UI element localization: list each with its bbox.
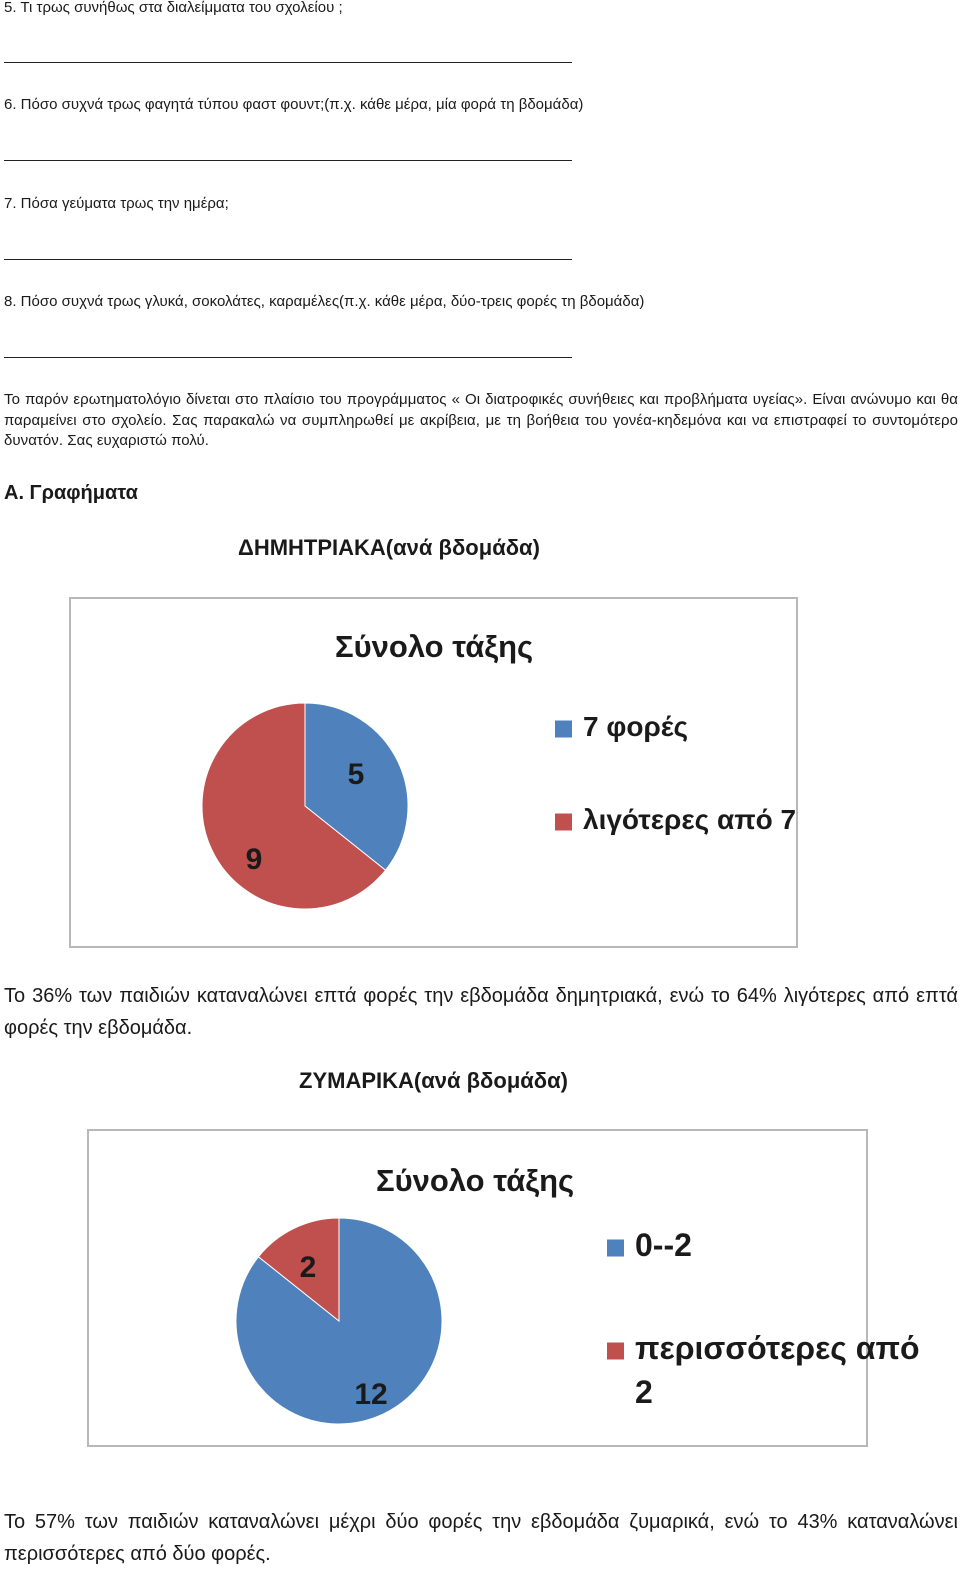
pie-data-label: 2: [299, 1250, 317, 1284]
chart-heading-pasta: ΖΥΜΑΡΙΚΑ(ανά βδομάδα): [299, 1068, 568, 1093]
legend-swatch: [555, 814, 572, 831]
answer-line-6[interactable]: [4, 160, 572, 161]
legend-label: 0--2: [635, 1227, 692, 1264]
chart-summary-cereals: Το 36% των παιδιών καταναλώνει επτά φορές την εβδομάδα δημητριακά, ενώ το 64% λιγότερες από επτά φορές την εβδομάδα.: [4, 985, 958, 1039]
question-6: 6. Πόσο συχνά τρως φαγητά τύπου φαστ φουντ;(π.χ. κάθε μέρα, μία φορά τη βδομάδα): [4, 96, 584, 113]
legend-label: περισσότερες από 2: [635, 1330, 920, 1411]
question-8: 8. Πόσο συχνά τρως γλυκά, σοκολάτες, καραμέλες(π.χ. κάθε μέρα, δύο-τρεις φορές τη βδομάδα): [4, 293, 645, 310]
question-7: 7. Πόσα γεύματα τρως την ημέρα;: [4, 195, 229, 212]
answer-line-8[interactable]: [4, 357, 572, 358]
chart-title: Σύνολο τάξης: [376, 1163, 575, 1199]
chart-pasta: [87, 1129, 920, 1447]
chart-pasta-svg: [89, 1131, 920, 1449]
legend-swatch: [607, 1343, 624, 1360]
legend-label: 7 φορές: [583, 711, 688, 743]
chart-cereals: [69, 597, 798, 948]
intro-paragraph: Το παρόν ερωτηματολόγιο δίνεται στο πλαίσιο του προγράμματος « Οι διατροφικές συνήθειες και προβλήματα υγείας». Είναι ανώνυμο και θα παραμείνει στο σχολείο. Σας παρακαλώ να συμπληρωθεί με ακρίβεια, με τη βοήθεια του γονέα-κηδεμόνα και να επιστραφεί το συντομότερο δυνατόν. Σας ευχαριστώ πολύ.: [4, 391, 958, 449]
pie-data-label: 9: [245, 842, 263, 876]
chart-heading-cereals: ΔΗΜΗΤΡΙΑΚΑ(ανά βδομάδα): [238, 535, 540, 560]
section-title: Α. Γραφήματα: [4, 482, 138, 504]
question-5: 5. Τι τρως συνήθως στα διαλείμματα του σχολείου ;: [4, 0, 343, 16]
pie-data-label: 5: [347, 757, 365, 791]
chart-summary-pasta: Το 57% των παιδιών καταναλώνει μέχρι δύο φορές την εβδομάδα ζυμαρικά, ενώ το 43% καταναλώνει περισσότερες από δύο φορές.: [4, 1511, 958, 1565]
pie-data-label: 12: [354, 1377, 388, 1411]
legend-swatch: [607, 1240, 624, 1257]
legend-swatch: [555, 721, 572, 738]
answer-line-5[interactable]: [4, 62, 572, 63]
answer-line-7[interactable]: [4, 259, 572, 260]
chart-cereals-svg: [71, 599, 800, 950]
legend-label: λιγότερες από 7: [583, 804, 797, 836]
chart-title: Σύνολο τάξης: [335, 629, 534, 665]
